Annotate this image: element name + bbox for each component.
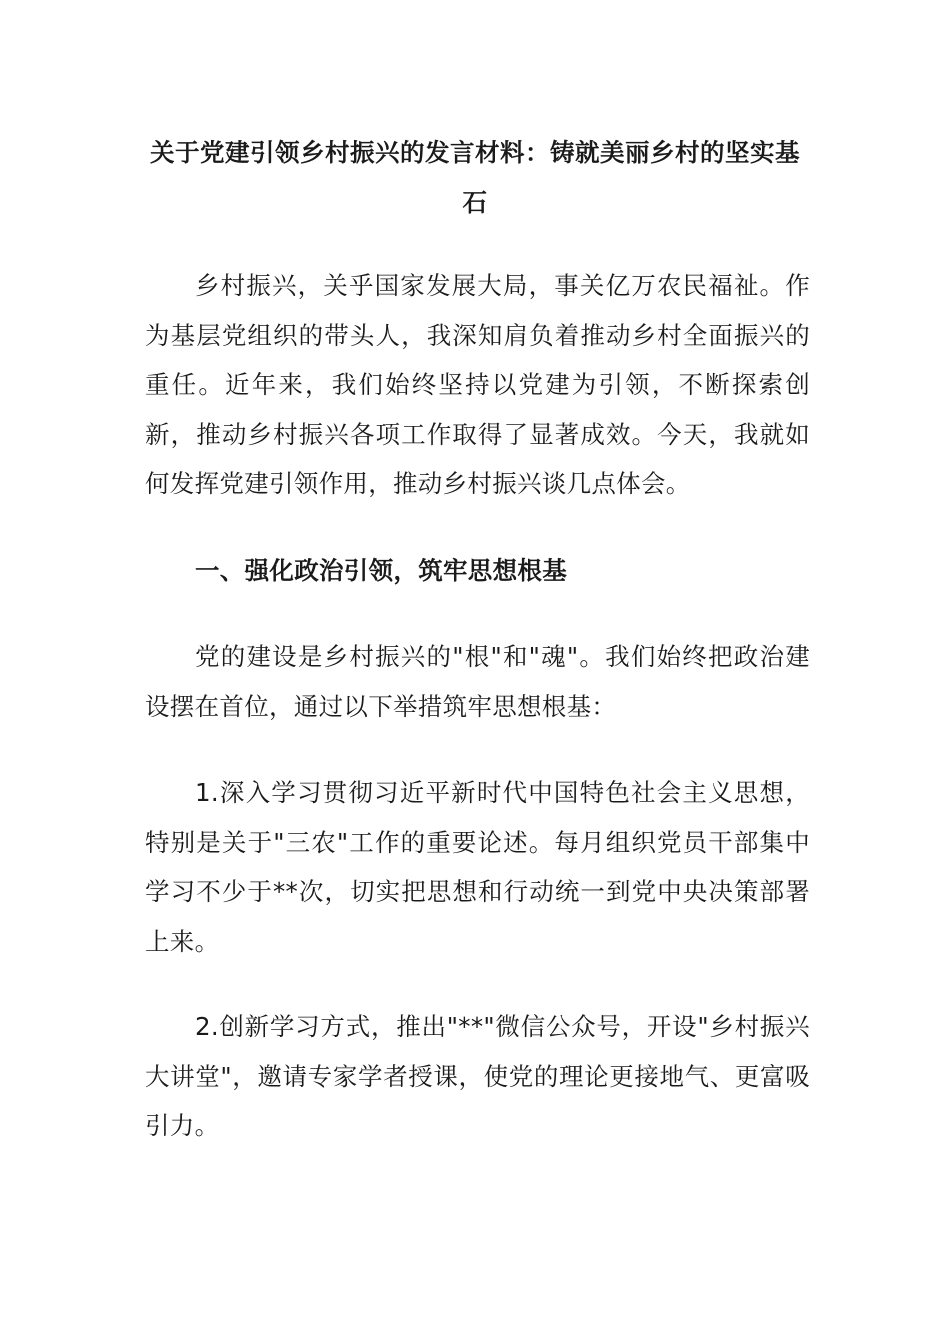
intro-paragraph: 乡村振兴，关乎国家发展大局，事关亿万农民福祉。作为基层党组织的带头人，我深知肩负着推动乡村全面振兴的重任。近年来，我们始终坚持以党建为引领，不断探索创新，推动乡村振兴各项工作取得了显著成效。今天，我就如何发挥党建引领作用，推动乡村振兴谈几点体会。 [145, 271, 810, 498]
document-title: 关于党建引领乡村振兴的发言材料：铸就美丽乡村的坚实基石 [150, 138, 800, 217]
section-1-heading: 一、强化政治引领，筑牢思想根基 [195, 556, 567, 585]
list-item-1: 1.深入学习贯彻习近平新时代中国特色社会主义思想，特别是关于"三农"工作的重要论述。每月组织党员干部集中学习不少于**次，切实把思想和行动统一到党中央决策部署上来。 [145, 778, 810, 956]
section-1-paragraph: 党的建设是乡村振兴的"根"和"魂"。我们始终把政治建设摆在首位，通过以下举措筑牢思想根基： [145, 642, 810, 721]
list-item-2: 2.创新学习方式，推出"**"微信公众号，开设"乡村振兴大讲堂"，邀请专家学者授课，使党的理论更接地气、更富吸引力。 [145, 1012, 810, 1140]
